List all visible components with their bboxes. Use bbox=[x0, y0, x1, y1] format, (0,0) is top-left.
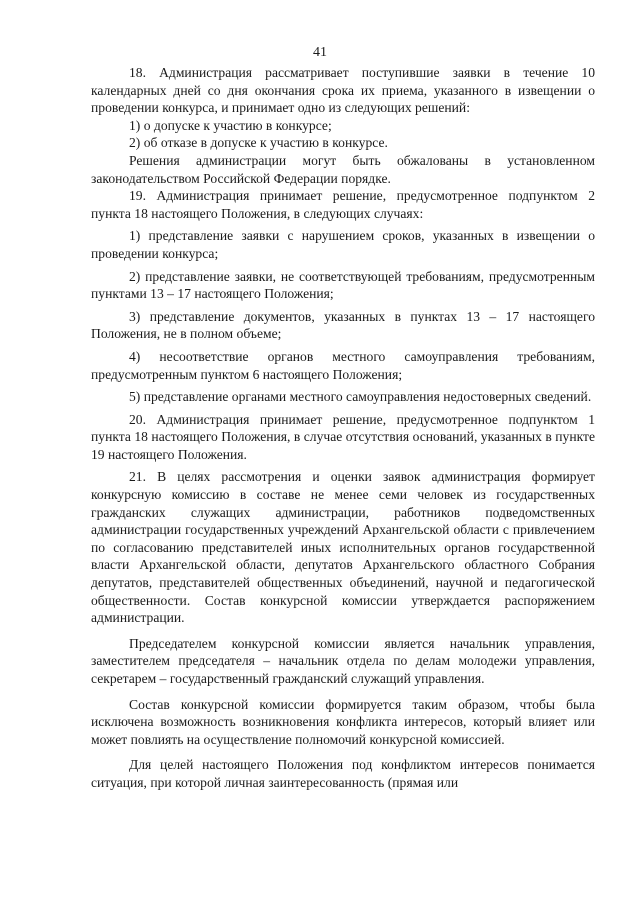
paragraph-19: 19. Администрация принимает решение, предусмотренное подпунктом 2 пункта 18 настоящего Положения, в следующих случаях: bbox=[91, 188, 595, 221]
paragraph-appeal: Решения администрации могут быть обжалованы в установленном законодательством Российской Федерации порядке. bbox=[91, 152, 595, 186]
paragraph-commission-chair: Председателем конкурсной комиссии является начальник управления, заместителем председателя – начальник отдела по делам молодежи управления, секретарем – государственный гражданский служащий управления. bbox=[91, 635, 595, 686]
paragraph-18-option-2: 2) об отказе в допуске к участию в конкурсе. bbox=[129, 135, 388, 151]
paragraph-conflict-of-interest: Для целей настоящего Положения под конфликтом интересов понимается ситуация, при которой личная заинтересованность (прямая или bbox=[91, 757, 595, 790]
paragraph-18-option-1: 1) о допуске к участию в конкурсе; bbox=[129, 117, 332, 133]
paragraph-19-item-1: 1) представление заявки с нарушением сроков, указанных в извещении о проведении конкурса; bbox=[91, 228, 595, 261]
paragraph-19-item-2: 2) представление заявки, не соответствующей требованиям, предусмотренным пунктами 13 – 17 настоящего Положения; bbox=[91, 268, 595, 302]
paragraph-commission-composition: Состав конкурсной комиссии формируется таким образом, чтобы была исключена возможность возникновения конфликта интересов, который влияет или может повлиять на осуществление полномочий конкурсной комиссией. bbox=[91, 696, 595, 747]
page-number: 41 bbox=[313, 45, 327, 60]
paragraph-21: 21. В целях рассмотрения и оценки заявок администрация формирует конкурсную комиссию в составе не менее семи человек из государственных гражданских служащих администрации, работников подведомственных администрации государственных учреждений Архангельской области с привлечением по согласованию представителей иных исполнительных органов государственной власти Архангельской области, депутатов Архангельского областного Собрания депутатов, представителей общественных объединений, научной и педагогической общественности. Состав конкурсной комиссии утверждается распоряжением администрации. bbox=[91, 469, 595, 626]
paragraph-18: 18. Администрация рассматривает поступившие заявки в течение 10 календарных дней со дня окончания срока их приема, указанного в извещении о проведении конкурса, и принимает одно из следующих решений: bbox=[91, 65, 595, 116]
paragraph-19-item-3: 3) представление документов, указанных в пунктах 13 – 17 настоящего Положения, не в полном объеме; bbox=[91, 308, 595, 342]
document-body bbox=[91, 64, 595, 792]
paragraph-19-item-5: 5) представление органами местного самоуправления недостоверных сведений. bbox=[129, 389, 592, 405]
paragraph-20: 20. Администрация принимает решение, предусмотренное подпунктом 1 пункта 18 настоящего Положения, в случае отсутствия оснований, указанных в пункте 19 настоящего Положения. bbox=[91, 411, 595, 462]
paragraph-19-item-4: 4) несоответствие органов местного самоуправления требованиям, предусмотренным пунктом 6 настоящего Положения; bbox=[91, 348, 595, 382]
